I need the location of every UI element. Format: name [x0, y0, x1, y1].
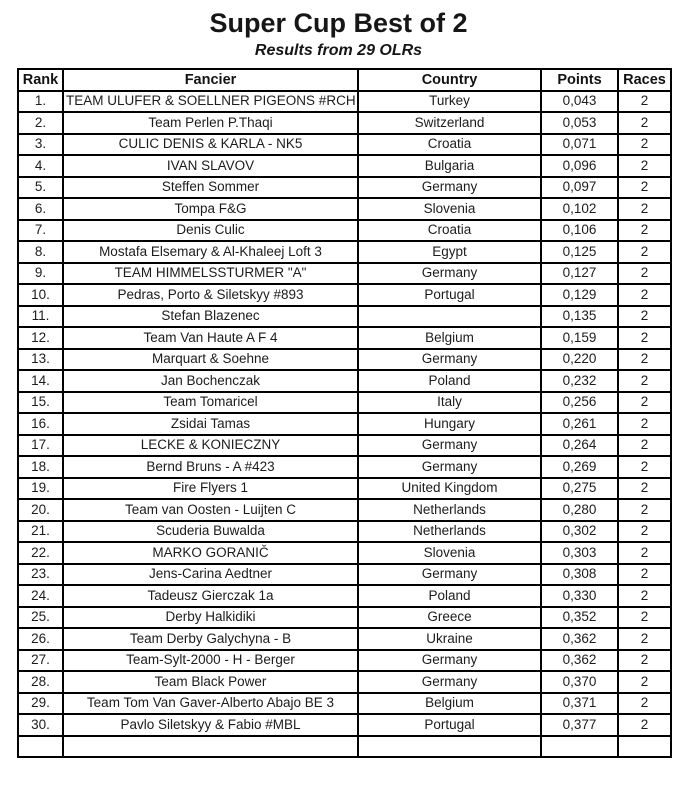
- table-row: [18, 241, 671, 263]
- table-row: [18, 628, 671, 650]
- points-cell: 0,043: [541, 91, 618, 113]
- rank-cell: 14.: [18, 370, 63, 392]
- races-cell: 2: [618, 607, 671, 629]
- fancier-cell: Denis Culic: [63, 220, 358, 242]
- column-header-country: Country: [358, 69, 541, 91]
- rank-cell: 13.: [18, 349, 63, 371]
- races-cell: 2: [618, 349, 671, 371]
- fancier-cell: Fire Flyers 1: [63, 478, 358, 500]
- races-cell: 2: [618, 392, 671, 414]
- points-cell: 0,256: [541, 392, 618, 414]
- races-cell: 2: [618, 198, 671, 220]
- table-row: [18, 456, 671, 478]
- fancier-cell: IVAN SLAVOV: [63, 155, 358, 177]
- rank-cell: 16.: [18, 413, 63, 435]
- races-cell: 2: [618, 499, 671, 521]
- races-cell: 2: [618, 564, 671, 586]
- results-table: [17, 68, 672, 758]
- fancier-cell: Scuderia Buwalda: [63, 521, 358, 543]
- results-document: [0, 8, 677, 758]
- fancier-cell: Marquart & Soehne: [63, 349, 358, 371]
- table-row: [18, 499, 671, 521]
- country-cell: Germany: [358, 650, 541, 672]
- points-cell: 0,371: [541, 693, 618, 715]
- table-row: [18, 112, 671, 134]
- table-row: [18, 263, 671, 285]
- points-cell: 0,362: [541, 628, 618, 650]
- rank-cell: 26.: [18, 628, 63, 650]
- points-cell: 0,135: [541, 306, 618, 328]
- column-header-points: Points: [541, 69, 618, 91]
- fancier-cell: Jens-Carina Aedtner: [63, 564, 358, 586]
- table-row: [18, 413, 671, 435]
- fancier-cell: MARKO GORANIČ: [63, 542, 358, 564]
- fancier-cell: Team van Oosten - Luijten C: [63, 499, 358, 521]
- table-row: [18, 714, 671, 736]
- rank-cell: 19.: [18, 478, 63, 500]
- country-cell: Turkey: [358, 91, 541, 113]
- table-row: [18, 284, 671, 306]
- fancier-cell: Zsidai Tamas: [63, 413, 358, 435]
- fancier-cell: Tadeusz Gierczak 1a: [63, 585, 358, 607]
- races-cell: 2: [618, 435, 671, 457]
- column-header-fancier: Fancier: [63, 69, 358, 91]
- table-row: [18, 650, 671, 672]
- rank-cell: 6.: [18, 198, 63, 220]
- races-cell: 2: [618, 650, 671, 672]
- rank-cell: 24.: [18, 585, 63, 607]
- country-cell: Egypt: [358, 241, 541, 263]
- races-cell: [618, 736, 671, 758]
- country-cell: Belgium: [358, 327, 541, 349]
- rank-cell: 2.: [18, 112, 63, 134]
- rank-cell: 15.: [18, 392, 63, 414]
- fancier-cell: Mostafa Elsemary & Al-Khaleej Loft 3: [63, 241, 358, 263]
- rank-cell: 12.: [18, 327, 63, 349]
- table-row: [18, 177, 671, 199]
- races-cell: 2: [618, 521, 671, 543]
- points-cell: 0,362: [541, 650, 618, 672]
- points-cell: 0,264: [541, 435, 618, 457]
- races-cell: 2: [618, 693, 671, 715]
- country-cell: Netherlands: [358, 499, 541, 521]
- country-cell: Poland: [358, 370, 541, 392]
- table-row: [18, 327, 671, 349]
- fancier-cell: Steffen Sommer: [63, 177, 358, 199]
- column-header-rank: Rank: [18, 69, 63, 91]
- table-row: [18, 607, 671, 629]
- country-cell: Germany: [358, 435, 541, 457]
- fancier-cell: Pavlo Siletskyy & Fabio #MBL: [63, 714, 358, 736]
- races-cell: 2: [618, 241, 671, 263]
- table-row: [18, 693, 671, 715]
- rank-cell: 28.: [18, 671, 63, 693]
- country-cell: Bulgaria: [358, 155, 541, 177]
- table-row: [18, 91, 671, 113]
- races-cell: 2: [618, 284, 671, 306]
- page-subtitle: Results from 29 OLRs: [254, 42, 423, 59]
- points-cell: 0,352: [541, 607, 618, 629]
- rank-cell: 23.: [18, 564, 63, 586]
- fancier-cell: Stefan Blazenec: [63, 306, 358, 328]
- rank-cell: 8.: [18, 241, 63, 263]
- races-cell: 2: [618, 327, 671, 349]
- rank-cell: 9.: [18, 263, 63, 285]
- races-cell: 2: [618, 220, 671, 242]
- points-cell: 0,125: [541, 241, 618, 263]
- country-cell: Croatia: [358, 134, 541, 156]
- fancier-cell: [63, 736, 358, 758]
- country-cell: Poland: [358, 585, 541, 607]
- country-cell: Switzerland: [358, 112, 541, 134]
- fancier-cell: Tompa F&G: [63, 198, 358, 220]
- rank-cell: 17.: [18, 435, 63, 457]
- results-table-body: [18, 91, 671, 736]
- table-row: [18, 564, 671, 586]
- table-row: [18, 134, 671, 156]
- table-row: [18, 521, 671, 543]
- races-cell: 2: [618, 628, 671, 650]
- races-cell: 2: [618, 585, 671, 607]
- country-cell: [358, 736, 541, 758]
- fancier-cell: Team Perlen P.Thaqi: [63, 112, 358, 134]
- page-title: Super Cup Best of 2: [209, 8, 468, 38]
- country-cell: Italy: [358, 392, 541, 414]
- points-cell: 0,159: [541, 327, 618, 349]
- country-cell: Germany: [358, 263, 541, 285]
- rank-cell: 27.: [18, 650, 63, 672]
- races-cell: 2: [618, 134, 671, 156]
- races-cell: 2: [618, 714, 671, 736]
- fancier-cell: Team Tomaricel: [63, 392, 358, 414]
- table-row: [18, 542, 671, 564]
- rank-cell: 5.: [18, 177, 63, 199]
- fancier-cell: Team Tom Van Gaver-Alberto Abajo BE 3: [63, 693, 358, 715]
- rank-cell: [18, 736, 63, 758]
- rank-cell: 25.: [18, 607, 63, 629]
- races-cell: 2: [618, 478, 671, 500]
- points-cell: 0,106: [541, 220, 618, 242]
- races-cell: 2: [618, 263, 671, 285]
- rank-cell: 22.: [18, 542, 63, 564]
- table-row: [18, 392, 671, 414]
- points-cell: 0,127: [541, 263, 618, 285]
- rank-cell: 29.: [18, 693, 63, 715]
- races-cell: 2: [618, 456, 671, 478]
- points-cell: 0,308: [541, 564, 618, 586]
- fancier-cell: Bernd Bruns - A #423: [63, 456, 358, 478]
- races-cell: 2: [618, 112, 671, 134]
- table-row: [18, 370, 671, 392]
- points-cell: [541, 736, 618, 758]
- fancier-cell: CULIC DENIS & KARLA - NK5: [63, 134, 358, 156]
- rank-cell: 3.: [18, 134, 63, 156]
- rank-cell: 7.: [18, 220, 63, 242]
- table-row: [18, 349, 671, 371]
- points-cell: 0,096: [541, 155, 618, 177]
- fancier-cell: TEAM ULUFER & SOELLNER PIGEONS #RCH: [63, 91, 358, 113]
- races-cell: 2: [618, 542, 671, 564]
- table-row: [18, 478, 671, 500]
- rank-cell: 30.: [18, 714, 63, 736]
- fancier-cell: Team Derby Galychyna - B: [63, 628, 358, 650]
- points-cell: 0,261: [541, 413, 618, 435]
- fancier-cell: Jan Bochenczak: [63, 370, 358, 392]
- fancier-cell: Team-Sylt-2000 - H - Berger: [63, 650, 358, 672]
- country-cell: Slovenia: [358, 198, 541, 220]
- country-cell: Germany: [358, 456, 541, 478]
- rank-cell: 1.: [18, 91, 63, 113]
- fancier-cell: TEAM HIMMELSSTURMER "A": [63, 263, 358, 285]
- races-cell: 2: [618, 413, 671, 435]
- points-cell: 0,330: [541, 585, 618, 607]
- points-cell: 0,220: [541, 349, 618, 371]
- country-cell: Belgium: [358, 693, 541, 715]
- points-cell: 0,071: [541, 134, 618, 156]
- country-cell: Netherlands: [358, 521, 541, 543]
- points-cell: 0,129: [541, 284, 618, 306]
- points-cell: 0,275: [541, 478, 618, 500]
- fancier-cell: Pedras, Porto & Siletskyy #893: [63, 284, 358, 306]
- country-cell: Germany: [358, 177, 541, 199]
- races-cell: 2: [618, 370, 671, 392]
- table-row: [18, 585, 671, 607]
- rank-cell: 10.: [18, 284, 63, 306]
- points-cell: 0,097: [541, 177, 618, 199]
- races-cell: 2: [618, 91, 671, 113]
- points-cell: 0,280: [541, 499, 618, 521]
- country-cell: Hungary: [358, 413, 541, 435]
- country-cell: Portugal: [358, 284, 541, 306]
- points-cell: 0,232: [541, 370, 618, 392]
- table-row: [18, 220, 671, 242]
- country-cell: Portugal: [358, 714, 541, 736]
- country-cell: Ukraine: [358, 628, 541, 650]
- points-cell: 0,102: [541, 198, 618, 220]
- table-row: [18, 155, 671, 177]
- table-row: [18, 671, 671, 693]
- fancier-cell: Team Black Power: [63, 671, 358, 693]
- partial-next-row: [18, 736, 671, 758]
- column-header-races: Races: [618, 69, 671, 91]
- races-cell: 2: [618, 671, 671, 693]
- races-cell: 2: [618, 155, 671, 177]
- fancier-cell: Derby Halkidiki: [63, 607, 358, 629]
- country-cell: [358, 306, 541, 328]
- country-cell: Croatia: [358, 220, 541, 242]
- country-cell: Germany: [358, 349, 541, 371]
- points-cell: 0,370: [541, 671, 618, 693]
- country-cell: Germany: [358, 564, 541, 586]
- points-cell: 0,302: [541, 521, 618, 543]
- rank-cell: 21.: [18, 521, 63, 543]
- races-cell: 2: [618, 306, 671, 328]
- races-cell: 2: [618, 177, 671, 199]
- points-cell: 0,053: [541, 112, 618, 134]
- country-cell: Slovenia: [358, 542, 541, 564]
- table-header-row: [18, 69, 671, 91]
- fancier-cell: LECKE & KONIECZNY: [63, 435, 358, 457]
- rank-cell: 18.: [18, 456, 63, 478]
- points-cell: 0,269: [541, 456, 618, 478]
- points-cell: 0,377: [541, 714, 618, 736]
- points-cell: 0,303: [541, 542, 618, 564]
- table-row: [18, 306, 671, 328]
- table-row: [18, 198, 671, 220]
- table-row: [18, 435, 671, 457]
- country-cell: United Kingdom: [358, 478, 541, 500]
- rank-cell: 20.: [18, 499, 63, 521]
- rank-cell: 4.: [18, 155, 63, 177]
- country-cell: Germany: [358, 671, 541, 693]
- rank-cell: 11.: [18, 306, 63, 328]
- country-cell: Greece: [358, 607, 541, 629]
- fancier-cell: Team Van Haute A F 4: [63, 327, 358, 349]
